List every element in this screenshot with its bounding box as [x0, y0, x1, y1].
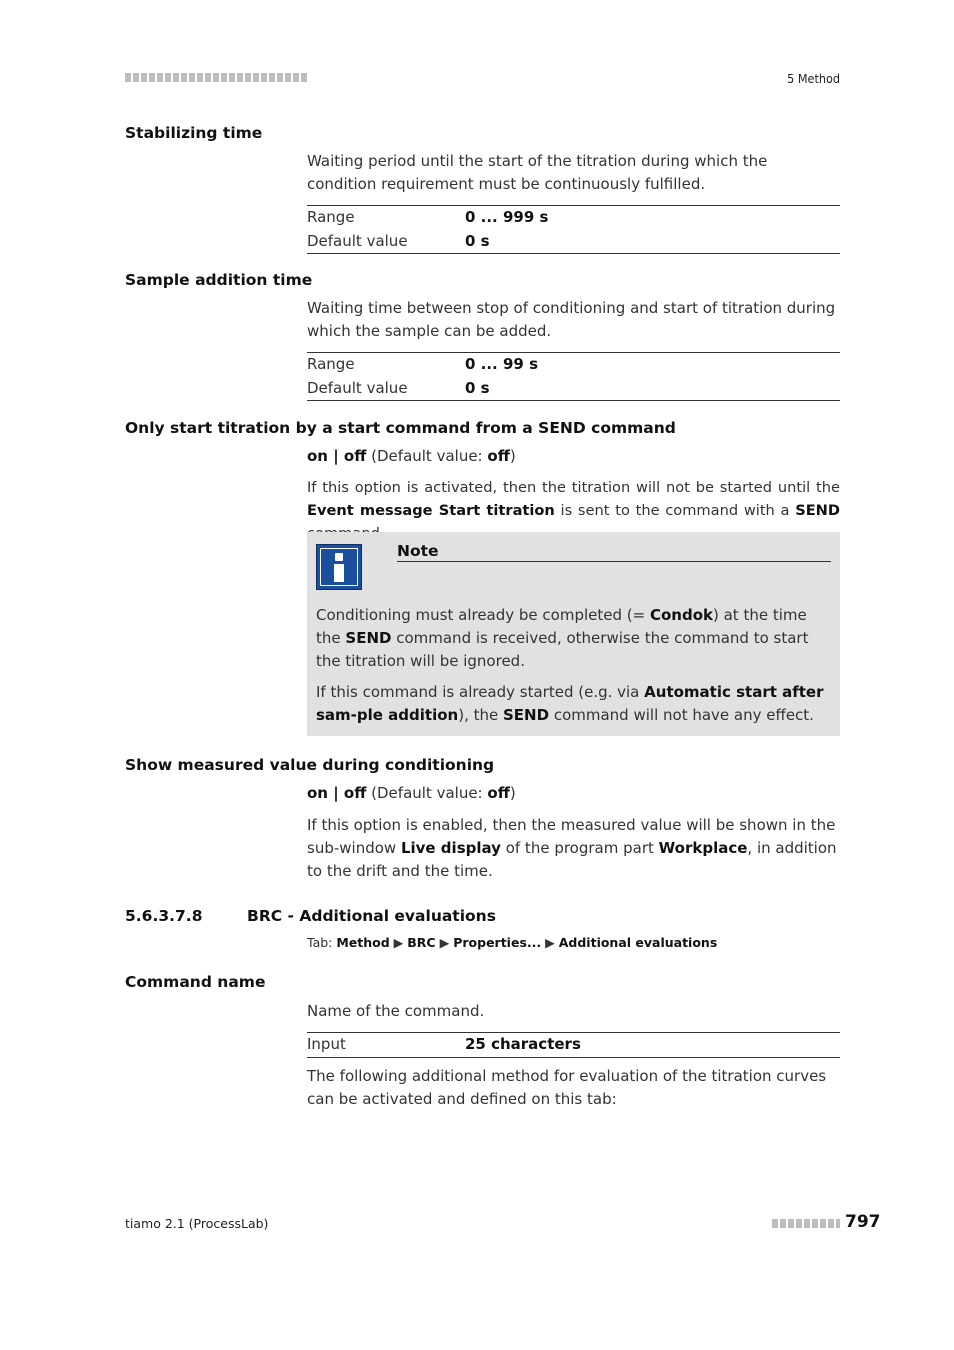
input-label: Input: [307, 1035, 346, 1053]
table-row: [307, 206, 840, 230]
option-off: off: [343, 784, 367, 802]
path-item: Properties...: [453, 935, 542, 950]
tab-path: [307, 935, 717, 950]
default-value: 0 s: [465, 378, 490, 397]
text-run: Conditioning must already be completed (=: [316, 606, 650, 624]
default-value: off: [487, 447, 510, 465]
note-paragraph: [316, 604, 834, 672]
note-title: Note: [397, 542, 831, 562]
text-run: of the program part: [500, 838, 659, 857]
stabilizing-description: Waiting period until the start of the titration during which the condition requirement must be continuously fulfilled.: [307, 152, 768, 193]
text-run: command is received, otherwise the command to start the titration will be ignored.: [316, 628, 809, 670]
text-run: If this command is already started (e.g. via: [316, 683, 645, 701]
footer-decoration: [772, 1219, 840, 1228]
path-item: BRC: [407, 935, 436, 950]
term-send: SEND: [345, 628, 392, 647]
command-name-description: Name of the command.: [307, 1002, 485, 1020]
note-box: [307, 532, 840, 736]
heading-only-start-titration: Only start titration by a start command from a SEND command: [125, 419, 676, 437]
followup-paragraph: The following additional method for evaluation of the titration curves can be activated and defined on this tab:: [307, 1067, 827, 1108]
text-run: is sent to the command with a: [554, 501, 796, 519]
header-decoration: [125, 73, 307, 82]
running-header: 5 Method: [787, 71, 840, 86]
text-run: command will not have any effect.: [549, 705, 814, 724]
text-run: , in addition to the drift and the time.: [307, 838, 837, 880]
default-prefix: (Default value:: [366, 447, 488, 465]
default-value: off: [487, 784, 510, 802]
range-label: Range: [307, 355, 355, 373]
default-label: Default value: [307, 378, 408, 397]
range-label: Range: [307, 208, 355, 226]
section-title: BRC - Additional evaluations: [247, 907, 496, 925]
page-number: 797: [845, 1212, 881, 1232]
default-suffix: ): [509, 784, 516, 802]
term-send: SEND: [795, 501, 841, 519]
path-item: Method: [336, 935, 390, 950]
term-event-message: Event message Start titration: [307, 501, 555, 519]
term-workplace: Workplace: [658, 838, 748, 857]
stabilizing-table: [307, 205, 840, 254]
option-separator: |: [327, 784, 344, 802]
option-separator: |: [327, 447, 344, 465]
option-off: off: [343, 447, 367, 465]
arrow-icon: ▶: [545, 935, 555, 950]
footer-product: tiamo 2.1 (ProcessLab): [125, 1216, 269, 1231]
sample-addition-table: [307, 352, 840, 401]
section-number: 5.6.3.7.8: [125, 907, 203, 925]
info-icon: [316, 544, 362, 590]
arrow-icon: ▶: [439, 935, 450, 950]
term-send: SEND: [503, 705, 550, 724]
heading-sample-addition-time: Sample addition time: [125, 271, 313, 289]
arrow-icon: ▶: [393, 935, 404, 950]
default-label: Default value: [307, 231, 408, 250]
sample-addition-description: Waiting time between stop of conditioning and start of titration during which the sample can be added.: [307, 299, 836, 340]
table-row: [307, 230, 840, 254]
show-measured-description: [307, 814, 840, 882]
term-automatic-start: Automatic start after sam-ple addition: [316, 683, 824, 724]
range-value: 0 ... 999 s: [465, 208, 549, 226]
term-condok: Condok: [649, 606, 713, 624]
tab-prefix: Tab:: [307, 935, 337, 950]
note-paragraph: [316, 681, 834, 727]
text-run: If this option is activated, then the titration will not be started until the: [307, 479, 840, 496]
show-measured-options: [307, 782, 840, 805]
only-start-options: [307, 445, 840, 468]
default-prefix: (Default value:: [366, 784, 488, 802]
default-value: 0 s: [465, 231, 490, 250]
table-row: [307, 377, 840, 401]
option-on: on: [307, 447, 328, 465]
text-run: ) at the time the: [316, 606, 807, 647]
heading-show-measured-value: Show measured value during conditioning: [125, 756, 495, 774]
text-run: If this option is enabled, then the measured value will be shown in the sub-window: [307, 816, 836, 857]
term-live-display: Live display: [400, 838, 501, 857]
heading-stabilizing-time: Stabilizing time: [125, 124, 263, 142]
table-row: [307, 1033, 840, 1057]
table-row: [307, 353, 840, 377]
path-item: Additional evaluations: [558, 935, 718, 950]
text-run: ), the: [458, 705, 503, 724]
range-value: 0 ... 99 s: [465, 355, 539, 373]
option-on: on: [307, 784, 328, 802]
input-value: 25 characters: [465, 1035, 581, 1053]
heading-command-name: Command name: [125, 973, 266, 991]
command-name-table: [307, 1032, 840, 1058]
default-suffix: ): [509, 447, 516, 465]
